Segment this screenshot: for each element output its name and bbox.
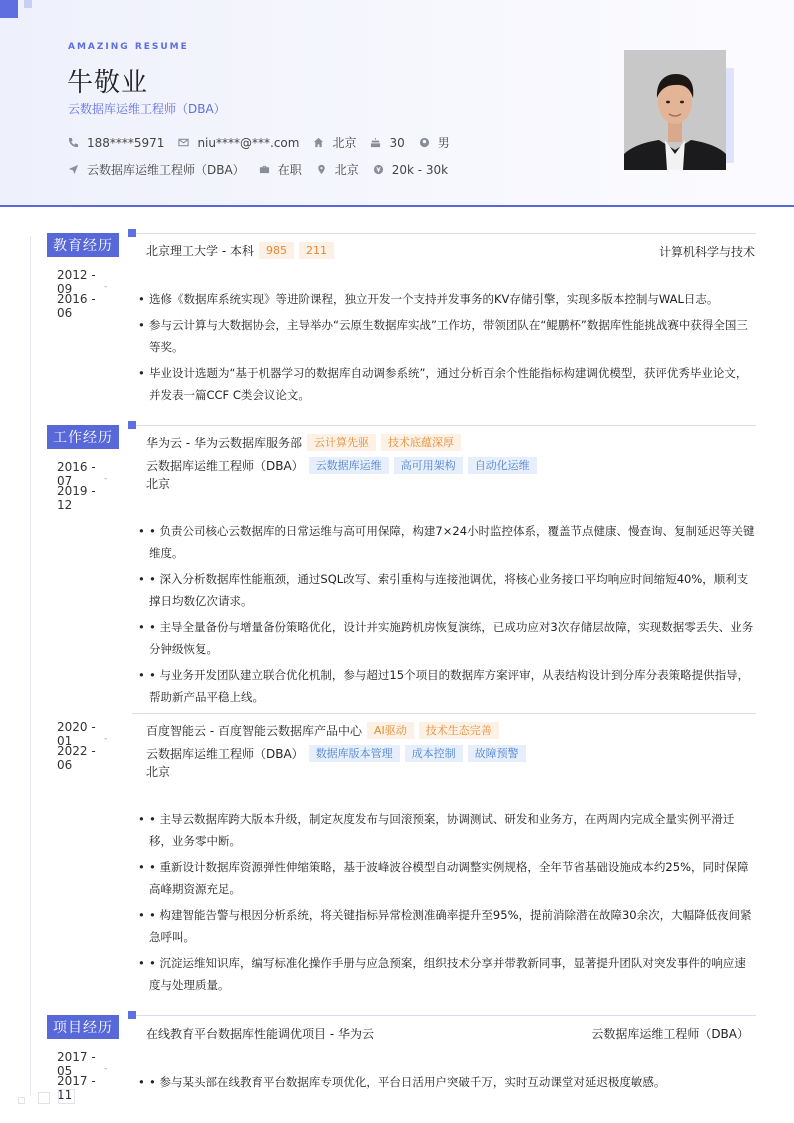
home-icon <box>313 137 324 148</box>
decor-square <box>0 0 18 18</box>
cake-icon <box>370 137 381 148</box>
job-end-date: 2022 - 06 <box>57 744 96 772</box>
phone-info <box>68 136 164 150</box>
salary-info <box>373 163 448 177</box>
status-text: 在职 <box>277 163 302 177</box>
briefcase-icon <box>259 164 270 175</box>
company-name: 华为云 - 华为云数据库服务部 <box>146 436 302 450</box>
job-city: 北京 <box>146 477 171 491</box>
school-badge: 211 <box>299 242 334 259</box>
section-label-work: 工作经历 <box>47 425 119 449</box>
list-item: • • 主导云数据库跨大版本升级，制定灰度发布与回滚预案，协调测试、研发和业务方，在两周内完成全量实例平滑迁移，业务零中断。 <box>138 808 756 852</box>
candidate-title: 云数据库运维工程师（DBA） <box>68 102 226 116</box>
target-role-text: 云数据库运维工程师（DBA） <box>87 163 245 177</box>
target-role-info <box>68 161 245 178</box>
target-city-text: 北京 <box>334 163 359 177</box>
job-divider <box>132 713 756 714</box>
edu-end-date: 2016 - 06 <box>57 292 96 320</box>
edu-bullets <box>138 288 756 410</box>
target-city-info <box>316 161 359 178</box>
job-bullets <box>138 520 756 712</box>
timeline-rail <box>30 236 31 1096</box>
company-badge: 技术生态完善 <box>419 722 499 739</box>
mail-icon <box>178 137 189 148</box>
location-icon <box>316 164 327 175</box>
gender-text: 男 <box>437 136 450 150</box>
skill-badge: 数据库版本管理 <box>309 745 400 762</box>
skill-badge: 自动化运维 <box>468 457 537 474</box>
company-badge: AI驱动 <box>367 722 414 739</box>
list-item: • • 负责公司核心云数据库的日常运维与高可用保障，构建7×24小时监控体系，覆盖节点健康、慢查询、复制延迟等关键维度。 <box>138 520 756 564</box>
list-item: • 选修《数据库系统实现》等进阶课程，独立开发一个支持并发事务的KV存储引擎，实现多版本控制与WAL日志。 <box>138 288 756 310</box>
job-role: 云数据库运维工程师（DBA） <box>146 747 304 761</box>
list-item: • • 深入分析数据库性能瓶颈，通过SQL改写、索引重构与连接池调优，将核心业务接口平均响应时间缩短40%，顺利支撑日均数亿次请求。 <box>138 568 756 612</box>
salary-text: 20k - 30k <box>391 162 449 177</box>
decor-square <box>38 1092 50 1104</box>
section-marker <box>128 1011 136 1019</box>
email-info <box>178 136 299 150</box>
decor-square-small <box>24 0 32 8</box>
list-item: • • 主导全量备份与增量备份策略优化，设计并实施跨机房恢复演练，已成功应对3次存储层故障，实现数据零丢失、业务分钟级恢复。 <box>138 616 756 660</box>
date-separator: - <box>104 1064 108 1074</box>
email-text: niu****@***.com <box>197 135 300 150</box>
header-divider <box>0 205 794 207</box>
date-separator: - <box>104 474 108 484</box>
section-marker <box>128 229 136 237</box>
hometown-info <box>313 134 356 151</box>
section-divider <box>136 233 756 234</box>
list-item: • • 参与某头部在线教育平台数据库专项优化，平台日活用户突破千万，实时互动课堂对延迟极度敏感。 <box>138 1071 756 1093</box>
section-divider <box>136 425 756 426</box>
status-info <box>259 161 302 178</box>
job-company-row <box>146 434 461 451</box>
job-city: 北京 <box>146 765 171 779</box>
decor-square <box>18 1097 25 1104</box>
project-name: 在线教育平台数据库性能调优项目 - 华为云 <box>146 1027 374 1041</box>
job-company-row <box>146 722 499 739</box>
job-role: 云数据库运维工程师（DBA） <box>146 459 304 473</box>
skill-badge: 故障预警 <box>468 745 526 762</box>
list-item: • 参与云计算与大数据协会，主导举办“云原生数据库实战”工作坊，带领团队在“鲲鹏杯”数据库性能挑战赛中获得全国三等奖。 <box>138 314 756 358</box>
section-label-projects: 项目经历 <box>47 1015 119 1039</box>
school-name: 北京理工大学 - 本科 <box>146 244 254 258</box>
job-role-row <box>146 457 537 474</box>
section-marker <box>128 421 136 429</box>
gender-icon <box>419 137 430 148</box>
section-divider <box>136 1015 756 1016</box>
edu-major: 计算机科学与技术 <box>658 245 755 259</box>
list-item: • • 重新设计数据库资源弹性伸缩策略，基于波峰波谷模型自动调整实例规格，全年节省基础设施成本约25%，同时保障高峰期资源充足。 <box>138 856 756 900</box>
list-item: • 毕业设计选题为“基于机器学习的数据库自动调参系统”，通过分析百余个性能指标构建调优模型，获评优秀毕业论文，并发表一篇CCF C类会议论文。 <box>138 362 756 406</box>
job-start-date: 2020 - 01 <box>57 720 96 748</box>
job-start-date: 2016 - 07 <box>57 460 96 488</box>
age-info <box>370 136 404 150</box>
resume-tagline: AMAZING RESUME <box>68 42 189 52</box>
phone-text: 188****5971 <box>87 135 165 150</box>
profile-photo <box>624 50 726 170</box>
salary-icon <box>373 164 384 175</box>
gender-info <box>419 134 450 151</box>
date-separator: - <box>104 734 108 744</box>
project-start-date: 2017 - 05 <box>57 1050 96 1078</box>
date-separator: - <box>104 282 108 292</box>
job-end-date: 2019 - 12 <box>57 484 96 512</box>
school-badge: 985 <box>259 242 294 259</box>
project-end-date: 2017 - 11 <box>57 1074 96 1102</box>
send-icon <box>68 164 79 175</box>
contact-info-row <box>68 134 464 151</box>
skill-badge: 成本控制 <box>405 745 463 762</box>
company-name: 百度智能云 - 百度智能云数据库产品中心 <box>146 724 362 738</box>
list-item: • • 沉淀运维知识库，编写标准化操作手册与应急预案，组织技术分享并带教新同事，显著提升团队对突发事件的响应速度与处理质量。 <box>138 952 756 996</box>
skill-badge: 云数据库运维 <box>309 457 389 474</box>
decor-square <box>58 1089 75 1104</box>
candidate-name: 牛敬业 <box>67 68 149 98</box>
project-role: 云数据库运维工程师（DBA） <box>591 1027 749 1041</box>
company-badge: 云计算先驱 <box>307 434 376 451</box>
age-text: 30 <box>389 135 405 150</box>
company-badge: 技术底蕴深厚 <box>381 434 461 451</box>
job-bullets <box>138 808 756 1000</box>
list-item: • • 构建智能告警与根因分析系统，将关键指标异常检测准确率提升至95%，提前消除潜在故障30余次，大幅降低夜间紧急呼叫。 <box>138 904 756 948</box>
edu-start-date: 2012 - 09 <box>57 268 96 296</box>
job-intent-row <box>68 161 462 178</box>
skill-badge: 高可用架构 <box>394 457 463 474</box>
section-label-education: 教育经历 <box>47 233 119 257</box>
phone-icon <box>68 137 79 148</box>
list-item: • • 与业务开发团队建立联合优化机制，参与超过15个项目的数据库方案评审，从表结构设计到分库分表策略提供指导，帮助新产品平稳上线。 <box>138 664 756 708</box>
person-portrait <box>624 50 726 170</box>
project-bullets <box>138 1071 756 1097</box>
edu-school-row <box>146 242 334 259</box>
job-role-row <box>146 745 526 762</box>
hometown-text: 北京 <box>332 136 357 150</box>
